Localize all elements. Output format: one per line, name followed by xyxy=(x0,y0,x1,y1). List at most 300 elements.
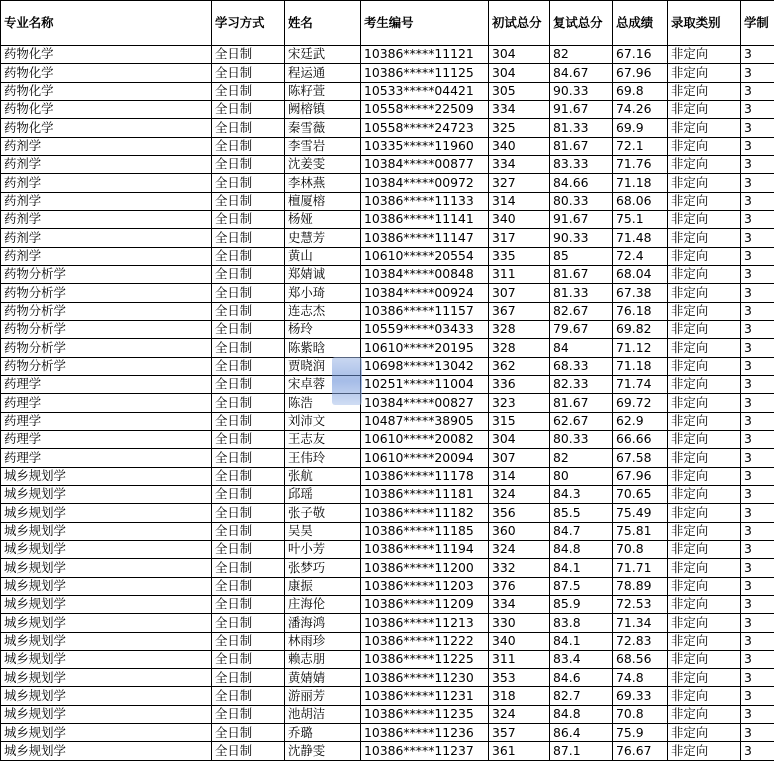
cell-major: 药理学 xyxy=(1,449,212,467)
cell-duration: 3 xyxy=(741,394,774,412)
cell-major: 药理学 xyxy=(1,430,212,448)
cell-study-mode: 全日制 xyxy=(212,339,285,357)
header-total-score: 总成绩 xyxy=(613,1,668,46)
cell-admission-type: 非定向 xyxy=(668,595,741,613)
cell-retest-score: 85.5 xyxy=(550,504,613,522)
cell-admission-type: 非定向 xyxy=(668,650,741,668)
cell-major: 城乡规划学 xyxy=(1,650,212,668)
cell-retest-score: 84.8 xyxy=(550,705,613,723)
cell-candidate-id: 10384*****00972 xyxy=(361,174,489,192)
cell-name: 池胡洁 xyxy=(285,705,361,723)
cell-initial-score: 357 xyxy=(489,724,550,742)
cell-admission-type: 非定向 xyxy=(668,449,741,467)
cell-candidate-id: 10386*****11230 xyxy=(361,669,489,687)
cell-major: 城乡规划学 xyxy=(1,632,212,650)
cell-study-mode: 全日制 xyxy=(212,467,285,485)
cell-admission-type: 非定向 xyxy=(668,669,741,687)
cell-admission-type: 非定向 xyxy=(668,46,741,64)
cell-candidate-id: 10386*****11222 xyxy=(361,632,489,650)
cell-total-score: 67.58 xyxy=(613,449,668,467)
cell-total-score: 71.74 xyxy=(613,375,668,393)
cell-total-score: 62.9 xyxy=(613,412,668,430)
cell-major: 药物化学 xyxy=(1,46,212,64)
cell-duration: 3 xyxy=(741,467,774,485)
table-row xyxy=(1,540,774,558)
cell-initial-score: 328 xyxy=(489,339,550,357)
cell-candidate-id: 10610*****20082 xyxy=(361,430,489,448)
cell-duration: 3 xyxy=(741,82,774,100)
cell-initial-score: 304 xyxy=(489,430,550,448)
cell-duration: 3 xyxy=(741,595,774,613)
cell-major: 城乡规划学 xyxy=(1,742,212,761)
cell-admission-type: 非定向 xyxy=(668,687,741,705)
cell-retest-score: 87.1 xyxy=(550,742,613,761)
cell-study-mode: 全日制 xyxy=(212,687,285,705)
cell-study-mode: 全日制 xyxy=(212,265,285,283)
cell-initial-score: 356 xyxy=(489,504,550,522)
cell-total-score: 69.9 xyxy=(613,119,668,137)
table-row xyxy=(1,82,774,100)
cell-duration: 3 xyxy=(741,192,774,210)
cell-candidate-id: 10610*****20554 xyxy=(361,247,489,265)
cell-total-score: 67.96 xyxy=(613,467,668,485)
cell-study-mode: 全日制 xyxy=(212,504,285,522)
cell-admission-type: 非定向 xyxy=(668,284,741,302)
cell-study-mode: 全日制 xyxy=(212,394,285,412)
table-row xyxy=(1,174,774,192)
cell-total-score: 71.71 xyxy=(613,559,668,577)
cell-major: 药剂学 xyxy=(1,192,212,210)
cell-admission-type: 非定向 xyxy=(668,137,741,155)
header-study-mode: 学习方式 xyxy=(212,1,285,46)
cell-major: 城乡规划学 xyxy=(1,614,212,632)
header-retest-score: 复试总分 xyxy=(550,1,613,46)
table-row xyxy=(1,669,774,687)
cell-total-score: 71.18 xyxy=(613,357,668,375)
cell-study-mode: 全日制 xyxy=(212,430,285,448)
cell-name: 阙榕镇 xyxy=(285,100,361,118)
cell-study-mode: 全日制 xyxy=(212,119,285,137)
cell-retest-score: 91.67 xyxy=(550,210,613,228)
cell-major: 药剂学 xyxy=(1,247,212,265)
cell-admission-type: 非定向 xyxy=(668,485,741,503)
cell-study-mode: 全日制 xyxy=(212,449,285,467)
cell-name: 郑小琦 xyxy=(285,284,361,302)
cell-retest-score: 86.4 xyxy=(550,724,613,742)
cell-major: 药理学 xyxy=(1,394,212,412)
cell-study-mode: 全日制 xyxy=(212,577,285,595)
cell-total-score: 67.96 xyxy=(613,64,668,82)
cell-duration: 3 xyxy=(741,357,774,375)
cell-duration: 3 xyxy=(741,559,774,577)
cell-duration: 3 xyxy=(741,302,774,320)
cell-study-mode: 全日制 xyxy=(212,320,285,338)
cell-initial-score: 335 xyxy=(489,247,550,265)
cell-retest-score: 85 xyxy=(550,247,613,265)
table-row xyxy=(1,632,774,650)
cell-candidate-id: 10558*****22509 xyxy=(361,100,489,118)
cell-retest-score: 84.3 xyxy=(550,485,613,503)
cell-initial-score: 311 xyxy=(489,650,550,668)
table-row xyxy=(1,46,774,64)
cell-total-score: 74.8 xyxy=(613,669,668,687)
cell-initial-score: 324 xyxy=(489,485,550,503)
cell-retest-score: 87.5 xyxy=(550,577,613,595)
cell-candidate-id: 10386*****11213 xyxy=(361,614,489,632)
cell-study-mode: 全日制 xyxy=(212,284,285,302)
cell-candidate-id: 10335*****11960 xyxy=(361,137,489,155)
cell-duration: 3 xyxy=(741,577,774,595)
cell-candidate-id: 10558*****24723 xyxy=(361,119,489,137)
table-row xyxy=(1,229,774,247)
cell-name: 杨娅 xyxy=(285,210,361,228)
cell-total-score: 71.18 xyxy=(613,174,668,192)
cell-study-mode: 全日制 xyxy=(212,650,285,668)
cell-initial-score: 314 xyxy=(489,192,550,210)
cell-duration: 3 xyxy=(741,724,774,742)
cell-total-score: 70.65 xyxy=(613,485,668,503)
cell-admission-type: 非定向 xyxy=(668,504,741,522)
cell-major: 城乡规划学 xyxy=(1,724,212,742)
cell-study-mode: 全日制 xyxy=(212,357,285,375)
table-row xyxy=(1,394,774,412)
cell-study-mode: 全日制 xyxy=(212,46,285,64)
cell-total-score: 72.53 xyxy=(613,595,668,613)
cell-total-score: 78.89 xyxy=(613,577,668,595)
cell-retest-score: 83.8 xyxy=(550,614,613,632)
table-row xyxy=(1,265,774,283)
cell-name: 黄婧婧 xyxy=(285,669,361,687)
table-row xyxy=(1,100,774,118)
cell-study-mode: 全日制 xyxy=(212,669,285,687)
cell-retest-score: 84.1 xyxy=(550,632,613,650)
cell-candidate-id: 10386*****11225 xyxy=(361,650,489,668)
table-row xyxy=(1,467,774,485)
cell-admission-type: 非定向 xyxy=(668,357,741,375)
cell-retest-score: 68.33 xyxy=(550,357,613,375)
cell-major: 城乡规划学 xyxy=(1,485,212,503)
cell-duration: 3 xyxy=(741,265,774,283)
cell-major: 城乡规划学 xyxy=(1,467,212,485)
cell-name: 沈静雯 xyxy=(285,742,361,761)
cell-total-score: 69.33 xyxy=(613,687,668,705)
cell-name: 潘海鸿 xyxy=(285,614,361,632)
cell-study-mode: 全日制 xyxy=(212,724,285,742)
cell-initial-score: 330 xyxy=(489,614,550,632)
cell-admission-type: 非定向 xyxy=(668,614,741,632)
cell-retest-score: 81.67 xyxy=(550,137,613,155)
cell-name: 陈紫晗 xyxy=(285,339,361,357)
cell-admission-type: 非定向 xyxy=(668,412,741,430)
cell-initial-score: 318 xyxy=(489,687,550,705)
cell-duration: 3 xyxy=(741,155,774,173)
cell-duration: 3 xyxy=(741,614,774,632)
cell-total-score: 75.49 xyxy=(613,504,668,522)
cell-candidate-id: 10386*****11125 xyxy=(361,64,489,82)
cell-retest-score: 85.9 xyxy=(550,595,613,613)
cell-admission-type: 非定向 xyxy=(668,467,741,485)
cell-total-score: 67.38 xyxy=(613,284,668,302)
cell-total-score: 68.56 xyxy=(613,650,668,668)
cell-major: 药剂学 xyxy=(1,155,212,173)
cell-retest-score: 82.33 xyxy=(550,375,613,393)
cell-duration: 3 xyxy=(741,412,774,430)
cell-initial-score: 336 xyxy=(489,375,550,393)
cell-retest-score: 90.33 xyxy=(550,82,613,100)
cell-duration: 3 xyxy=(741,650,774,668)
table-row xyxy=(1,614,774,632)
cell-admission-type: 非定向 xyxy=(668,155,741,173)
cell-duration: 3 xyxy=(741,100,774,118)
cell-major: 药物分析学 xyxy=(1,339,212,357)
cell-total-score: 72.1 xyxy=(613,137,668,155)
cell-name: 李林燕 xyxy=(285,174,361,192)
cell-study-mode: 全日制 xyxy=(212,485,285,503)
cell-duration: 3 xyxy=(741,449,774,467)
cell-initial-score: 314 xyxy=(489,467,550,485)
table-row xyxy=(1,119,774,137)
cell-name: 杨玲 xyxy=(285,320,361,338)
table-row xyxy=(1,650,774,668)
table-row xyxy=(1,430,774,448)
table-row xyxy=(1,559,774,577)
cell-study-mode: 全日制 xyxy=(212,137,285,155)
cell-retest-score: 80.33 xyxy=(550,430,613,448)
cell-duration: 3 xyxy=(741,320,774,338)
header-admission-type: 录取类别 xyxy=(668,1,741,46)
cell-admission-type: 非定向 xyxy=(668,210,741,228)
cell-duration: 3 xyxy=(741,687,774,705)
cell-initial-score: 353 xyxy=(489,669,550,687)
cell-name: 张梦巧 xyxy=(285,559,361,577)
cell-duration: 3 xyxy=(741,742,774,761)
cell-retest-score: 84.7 xyxy=(550,522,613,540)
cell-initial-score: 361 xyxy=(489,742,550,761)
cell-retest-score: 84.6 xyxy=(550,669,613,687)
cell-retest-score: 81.33 xyxy=(550,284,613,302)
cell-admission-type: 非定向 xyxy=(668,100,741,118)
cell-major: 城乡规划学 xyxy=(1,705,212,723)
header-name: 姓名 xyxy=(285,1,361,46)
cell-admission-type: 非定向 xyxy=(668,119,741,137)
cell-total-score: 69.72 xyxy=(613,394,668,412)
cell-duration: 3 xyxy=(741,284,774,302)
cell-name: 张子敬 xyxy=(285,504,361,522)
cell-name: 康振 xyxy=(285,577,361,595)
cell-initial-score: 304 xyxy=(489,64,550,82)
cell-retest-score: 81.67 xyxy=(550,394,613,412)
cell-duration: 3 xyxy=(741,46,774,64)
cell-total-score: 68.06 xyxy=(613,192,668,210)
cell-study-mode: 全日制 xyxy=(212,632,285,650)
cell-admission-type: 非定向 xyxy=(668,302,741,320)
cell-initial-score: 334 xyxy=(489,595,550,613)
table-row xyxy=(1,320,774,338)
cell-retest-score: 82 xyxy=(550,46,613,64)
cell-major: 药理学 xyxy=(1,412,212,430)
cell-candidate-id: 10386*****11194 xyxy=(361,540,489,558)
cell-major: 药理学 xyxy=(1,375,212,393)
cell-name: 宋卓蓉 xyxy=(285,375,361,393)
cell-initial-score: 311 xyxy=(489,265,550,283)
cell-major: 城乡规划学 xyxy=(1,522,212,540)
cell-candidate-id: 10559*****03433 xyxy=(361,320,489,338)
cell-initial-score: 304 xyxy=(489,46,550,64)
cell-candidate-id: 10251*****11004 xyxy=(361,375,489,393)
cell-name: 陈浩 xyxy=(285,394,361,412)
cell-retest-score: 81.33 xyxy=(550,119,613,137)
table-row xyxy=(1,595,774,613)
table-row xyxy=(1,724,774,742)
cell-total-score: 76.18 xyxy=(613,302,668,320)
cell-name: 黄山 xyxy=(285,247,361,265)
cell-major: 药物分析学 xyxy=(1,320,212,338)
cell-name: 乔璐 xyxy=(285,724,361,742)
cell-initial-score: 327 xyxy=(489,174,550,192)
cell-study-mode: 全日制 xyxy=(212,742,285,761)
cell-retest-score: 91.67 xyxy=(550,100,613,118)
cell-admission-type: 非定向 xyxy=(668,339,741,357)
cell-major: 城乡规划学 xyxy=(1,669,212,687)
cell-initial-score: 376 xyxy=(489,577,550,595)
cell-initial-score: 323 xyxy=(489,394,550,412)
cell-duration: 3 xyxy=(741,137,774,155)
cell-admission-type: 非定向 xyxy=(668,192,741,210)
cell-total-score: 70.8 xyxy=(613,540,668,558)
cell-name: 程运通 xyxy=(285,64,361,82)
cell-study-mode: 全日制 xyxy=(212,155,285,173)
cell-admission-type: 非定向 xyxy=(668,247,741,265)
cell-major: 药剂学 xyxy=(1,174,212,192)
cell-admission-type: 非定向 xyxy=(668,540,741,558)
cell-retest-score: 84.67 xyxy=(550,64,613,82)
cell-candidate-id: 10386*****11157 xyxy=(361,302,489,320)
cell-initial-score: 307 xyxy=(489,449,550,467)
cell-total-score: 67.16 xyxy=(613,46,668,64)
table-row xyxy=(1,192,774,210)
cell-study-mode: 全日制 xyxy=(212,247,285,265)
cell-admission-type: 非定向 xyxy=(668,522,741,540)
cell-duration: 3 xyxy=(741,504,774,522)
cell-candidate-id: 10384*****00877 xyxy=(361,155,489,173)
cell-total-score: 76.67 xyxy=(613,742,668,761)
cell-retest-score: 84.1 xyxy=(550,559,613,577)
cell-study-mode: 全日制 xyxy=(212,302,285,320)
cell-major: 药物分析学 xyxy=(1,357,212,375)
cell-initial-score: 328 xyxy=(489,320,550,338)
cell-total-score: 75.81 xyxy=(613,522,668,540)
cell-name: 贾晓润 xyxy=(285,357,361,375)
cell-admission-type: 非定向 xyxy=(668,705,741,723)
cell-study-mode: 全日制 xyxy=(212,64,285,82)
cell-name: 庄海伦 xyxy=(285,595,361,613)
cell-name: 陈籽萱 xyxy=(285,82,361,100)
cell-duration: 3 xyxy=(741,632,774,650)
cell-name: 王伟玲 xyxy=(285,449,361,467)
cell-retest-score: 82.7 xyxy=(550,687,613,705)
table-row xyxy=(1,485,774,503)
table-row xyxy=(1,64,774,82)
cell-retest-score: 81.67 xyxy=(550,265,613,283)
cell-candidate-id: 10384*****00924 xyxy=(361,284,489,302)
cell-admission-type: 非定向 xyxy=(668,559,741,577)
cell-major: 药剂学 xyxy=(1,137,212,155)
header-major: 专业名称 xyxy=(1,1,212,46)
cell-initial-score: 325 xyxy=(489,119,550,137)
cell-candidate-id: 10698*****13042 xyxy=(361,357,489,375)
cell-major: 城乡规划学 xyxy=(1,687,212,705)
cell-name: 郑婧诚 xyxy=(285,265,361,283)
cell-total-score: 71.12 xyxy=(613,339,668,357)
cell-study-mode: 全日制 xyxy=(212,174,285,192)
cell-candidate-id: 10384*****00848 xyxy=(361,265,489,283)
cell-study-mode: 全日制 xyxy=(212,705,285,723)
cell-initial-score: 334 xyxy=(489,100,550,118)
cell-candidate-id: 10533*****04421 xyxy=(361,82,489,100)
cell-name: 邱瑶 xyxy=(285,485,361,503)
cell-duration: 3 xyxy=(741,119,774,137)
cell-study-mode: 全日制 xyxy=(212,559,285,577)
cell-initial-score: 340 xyxy=(489,632,550,650)
table-row xyxy=(1,284,774,302)
cell-initial-score: 307 xyxy=(489,284,550,302)
cell-admission-type: 非定向 xyxy=(668,265,741,283)
cell-name: 刘沛文 xyxy=(285,412,361,430)
table-row xyxy=(1,705,774,723)
cell-study-mode: 全日制 xyxy=(212,100,285,118)
cell-name: 林雨珍 xyxy=(285,632,361,650)
header-duration: 学制 xyxy=(741,1,774,46)
cell-study-mode: 全日制 xyxy=(212,522,285,540)
cell-retest-score: 90.33 xyxy=(550,229,613,247)
cell-initial-score: 332 xyxy=(489,559,550,577)
cell-major: 药物分析学 xyxy=(1,284,212,302)
cell-admission-type: 非定向 xyxy=(668,430,741,448)
cell-candidate-id: 10386*****11147 xyxy=(361,229,489,247)
cell-candidate-id: 10386*****11237 xyxy=(361,742,489,761)
cell-retest-score: 82 xyxy=(550,449,613,467)
cell-major: 城乡规划学 xyxy=(1,577,212,595)
table-row xyxy=(1,449,774,467)
table-row xyxy=(1,247,774,265)
header-row xyxy=(1,1,774,46)
cell-total-score: 69.82 xyxy=(613,320,668,338)
table-header xyxy=(1,1,774,46)
cell-name: 赖志朋 xyxy=(285,650,361,668)
cell-study-mode: 全日制 xyxy=(212,210,285,228)
cell-study-mode: 全日制 xyxy=(212,540,285,558)
cell-major: 药物化学 xyxy=(1,119,212,137)
cell-duration: 3 xyxy=(741,669,774,687)
cell-retest-score: 84.8 xyxy=(550,540,613,558)
cell-retest-score: 62.67 xyxy=(550,412,613,430)
cell-total-score: 71.76 xyxy=(613,155,668,173)
cell-retest-score: 84.66 xyxy=(550,174,613,192)
cell-duration: 3 xyxy=(741,210,774,228)
cell-major: 药物分析学 xyxy=(1,265,212,283)
table-row xyxy=(1,210,774,228)
cell-duration: 3 xyxy=(741,339,774,357)
cell-duration: 3 xyxy=(741,430,774,448)
cell-major: 城乡规划学 xyxy=(1,595,212,613)
cell-candidate-id: 10610*****20094 xyxy=(361,449,489,467)
cell-total-score: 75.9 xyxy=(613,724,668,742)
table-body xyxy=(1,46,774,761)
cell-total-score: 72.83 xyxy=(613,632,668,650)
cell-candidate-id: 10386*****11235 xyxy=(361,705,489,723)
cell-admission-type: 非定向 xyxy=(668,82,741,100)
cell-admission-type: 非定向 xyxy=(668,174,741,192)
